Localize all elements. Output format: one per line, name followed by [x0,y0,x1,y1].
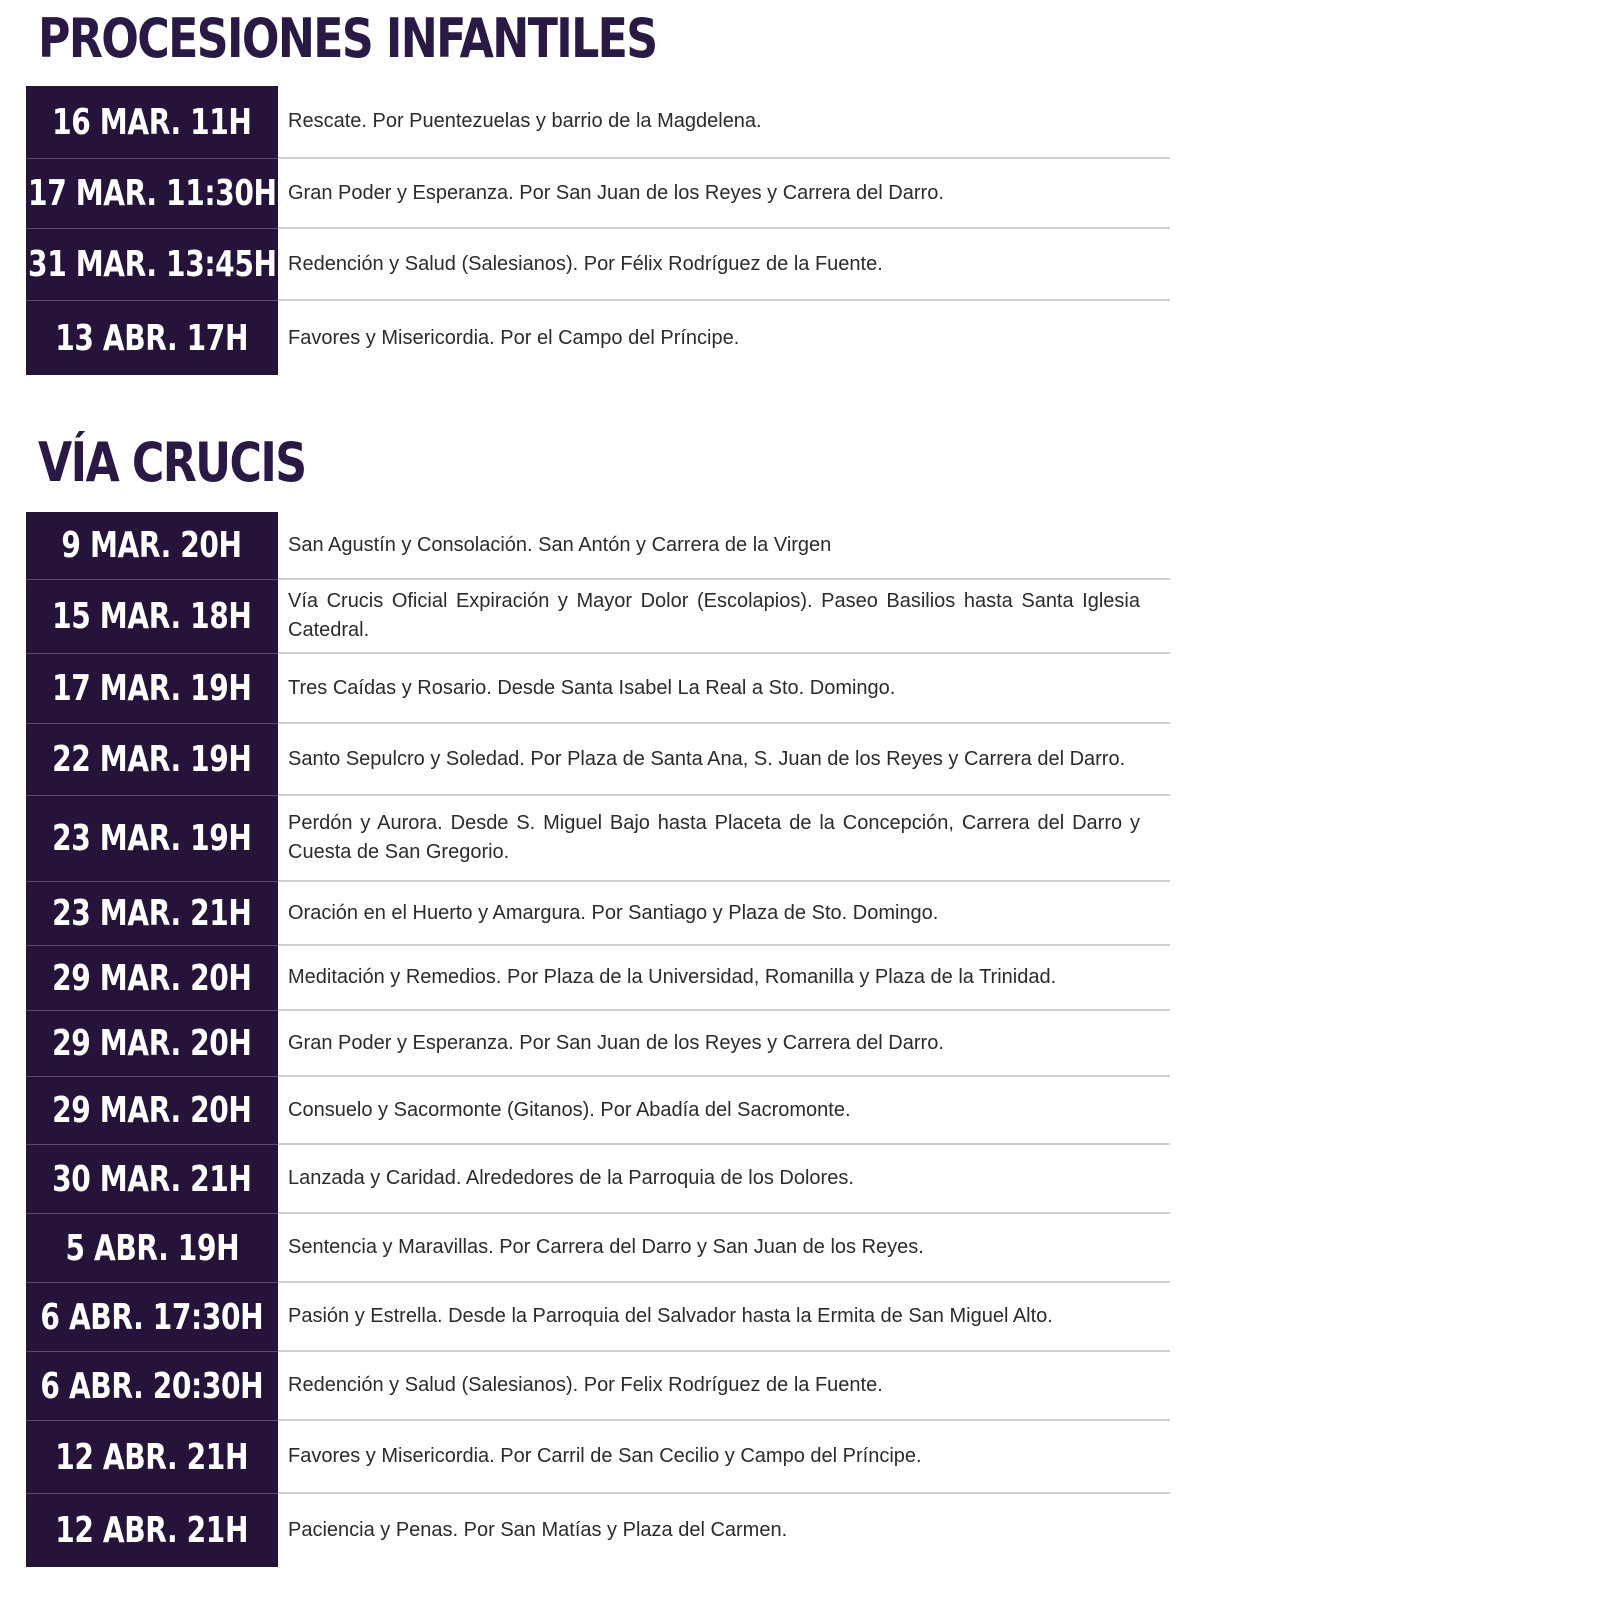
date-label: 29 MAR. 20H [52,1023,252,1064]
date-cell [26,1494,278,1567]
description-text: Redención y Salud (Salesianos). Por Felix Rodríguez de la Fuente. [288,1374,883,1396]
table-row [26,724,1170,796]
date-cell [26,301,278,375]
date-label: 22 MAR. 19H [52,739,252,780]
procesiones-infantiles-title: PROCESIONES INFANTILES [38,7,657,70]
table-row [26,1011,1170,1077]
date-label: 17 MAR. 19H [52,668,252,709]
date-label: 23 MAR. 19H [52,818,252,859]
date-cell [26,1421,278,1494]
table-row [26,946,1170,1011]
date-label: 15 MAR. 18H [52,596,252,637]
description-text: Lanzada y Caridad. Alrededores de la Parroquia de los Dolores. [288,1167,854,1189]
date-label: 6 ABR. 20:30H [40,1365,264,1407]
description-cell [278,1494,1170,1567]
date-label: 16 MAR. 11H [52,101,252,143]
date-cell [26,1283,278,1352]
date-cell [26,1011,278,1077]
description-cell [278,796,1170,882]
date-cell [26,1352,278,1421]
table-row [26,1421,1170,1494]
table-row [26,159,1170,229]
description-text: Oración en el Huerto y Amargura. Por Santiago y Plaza de Sto. Domingo. [288,901,939,924]
description-text: Tres Caídas y Rosario. Desde Santa Isabel La Real a Sto. Domingo. [288,676,896,699]
via-crucis-title: VÍA CRUCIS [38,431,306,494]
table-row [26,301,1170,375]
date-label: 31 MAR. 13:45H [27,244,277,285]
description-cell [278,512,1170,580]
description-cell [278,946,1170,1011]
description-text: Vía Crucis Oficial Expiración y Mayor Dolor (Escolapios). Paseo Basilios hasta Santa Iglesia Catedral. [288,590,1140,641]
date-label: 29 MAR. 20H [52,1090,252,1131]
description-cell [278,724,1170,796]
description-text: Gran Poder y Esperanza. Por San Juan de los Reyes y Carrera del Darro. [288,181,944,204]
table-row [26,580,1170,654]
table-row [26,1352,1170,1421]
description-cell [278,1145,1170,1214]
date-cell [26,796,278,882]
description-text: Gran Poder y Esperanza. Por San Juan de los Reyes y Carrera del Darro. [288,1031,944,1054]
description-text: Rescate. Por Puentezuelas y barrio de la Magdelena. [288,110,762,132]
date-cell [26,1077,278,1145]
date-cell [26,882,278,946]
date-label: 12 ABR. 21H [55,1436,249,1478]
table-row [26,1494,1170,1567]
description-cell [278,1077,1170,1145]
description-cell [278,1214,1170,1283]
description-cell [278,882,1170,946]
description-cell [278,1011,1170,1077]
description-cell [278,1283,1170,1352]
procesiones-schedule-table [26,86,1170,375]
date-cell [26,654,278,724]
date-label: 30 MAR. 21H [52,1158,252,1200]
table-row [26,1283,1170,1352]
description-cell [278,159,1170,229]
description-cell [278,1352,1170,1421]
description-text: Favores y Misericordia. Por Carril de San Cecilio y Campo del Príncipe. [288,1445,922,1467]
description-text: Meditación y Remedios. Por Plaza de la Universidad, Romanilla y Plaza de la Trinidad. [288,966,1057,988]
date-label: 12 ABR. 21H [55,1510,249,1551]
table-row [26,1077,1170,1145]
description-text: Perdón y Aurora. Desde S. Miguel Bajo hasta Placeta de la Concepción, Carrera del Darro y Cuesta de San Gregorio. [288,812,1140,863]
description-cell [278,580,1170,654]
description-text: Paciencia y Penas. Por San Matías y Plaza del Carmen. [288,1519,788,1541]
date-label: 6 ABR. 17:30H [40,1296,264,1338]
date-label: 9 MAR. 20H [61,525,243,566]
date-cell [26,580,278,654]
date-cell [26,86,278,159]
description-text: Sentencia y Maravillas. Por Carrera del Darro y San Juan de los Reyes. [288,1236,924,1258]
description-text: Favores y Misericordia. Por el Campo del Príncipe. [288,326,740,349]
description-cell [278,86,1170,159]
via-crucis-schedule-table [26,512,1170,1567]
table-row [26,512,1170,580]
table-row [26,1145,1170,1214]
date-cell [26,946,278,1011]
description-cell [278,229,1170,301]
table-row [26,796,1170,882]
date-label: 29 MAR. 20H [52,957,252,999]
description-cell [278,301,1170,375]
table-row [26,882,1170,946]
date-cell [26,724,278,796]
table-row [26,1214,1170,1283]
date-label: 23 MAR. 21H [52,893,252,934]
date-cell [26,229,278,301]
date-label: 13 ABR. 17H [55,317,249,359]
description-text: San Agustín y Consolación. San Antón y Carrera de la Virgen [288,533,832,556]
table-row [26,229,1170,301]
date-label: 5 ABR. 19H [65,1227,239,1269]
description-text: Redención y Salud (Salesianos). Por Félix Rodríguez de la Fuente. [288,252,883,275]
description-text: Consuelo y Sacormonte (Gitanos). Por Abadía del Sacromonte. [288,1098,851,1121]
description-cell [278,654,1170,724]
table-row [26,86,1170,159]
description-cell [278,1421,1170,1494]
table-row [26,654,1170,724]
date-cell [26,1214,278,1283]
description-text: Pasión y Estrella. Desde la Parroquia del Salvador hasta la Ermita de San Miguel Alto. [288,1305,1053,1327]
description-text: Santo Sepulcro y Soledad. Por Plaza de Santa Ana, S. Juan de los Reyes y Carrera del Darro. [288,747,1126,770]
date-cell [26,512,278,580]
date-cell [26,159,278,229]
date-label: 17 MAR. 11:30H [27,173,277,214]
date-cell [26,1145,278,1214]
